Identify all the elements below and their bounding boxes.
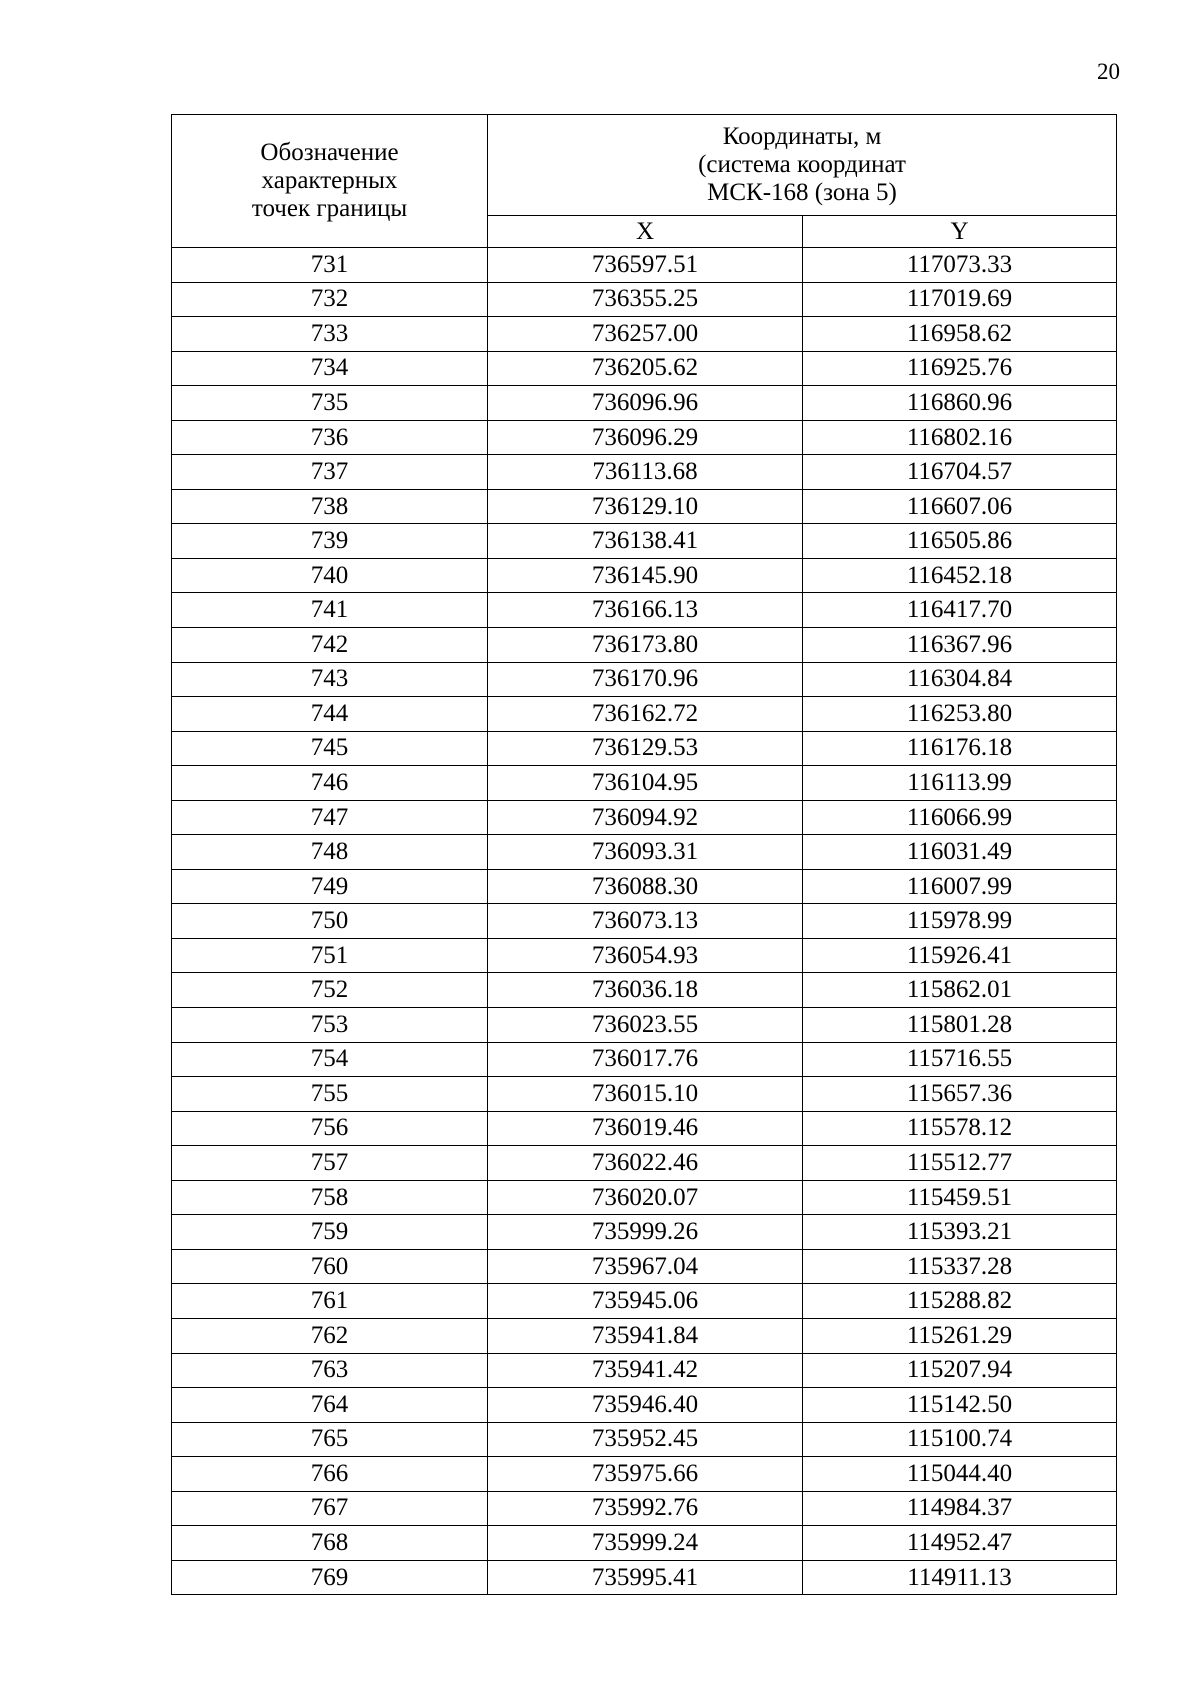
x-coordinate-cell: 736054.93	[488, 938, 803, 973]
x-coordinate-cell: 736257.00	[488, 317, 803, 352]
table-row	[172, 1284, 1117, 1319]
table-row	[172, 1249, 1117, 1284]
y-coordinate-cell: 117073.33	[803, 248, 1117, 283]
point-cell: 731	[172, 248, 488, 283]
point-cell: 744	[172, 697, 488, 732]
x-coordinate-cell: 735975.66	[488, 1457, 803, 1492]
x-coordinate-cell: 736597.51	[488, 248, 803, 283]
coordinates-header-line: Координаты, м	[722, 123, 882, 150]
y-coordinate-cell: 116452.18	[803, 558, 1117, 593]
x-coordinate-cell: 736096.29	[488, 420, 803, 455]
x-coordinate-cell: 736129.53	[488, 731, 803, 766]
x-coordinate-cell: 736094.92	[488, 800, 803, 835]
y-coordinate-cell: 116607.06	[803, 489, 1117, 524]
y-coordinate-cell: 115044.40	[803, 1457, 1117, 1492]
table-row	[172, 558, 1117, 593]
y-coordinate-cell: 116505.86	[803, 524, 1117, 559]
y-coordinate-cell: 115100.74	[803, 1422, 1117, 1457]
coordinates-header	[488, 115, 1117, 216]
x-coordinate-cell: 736166.13	[488, 593, 803, 628]
designation-header	[172, 115, 488, 248]
y-coordinate-cell: 116367.96	[803, 628, 1117, 663]
table-row	[172, 1008, 1117, 1043]
point-cell: 757	[172, 1146, 488, 1181]
point-cell: 745	[172, 731, 488, 766]
x-coordinate-cell: 735995.41	[488, 1560, 803, 1595]
x-coordinate-cell: 736017.76	[488, 1042, 803, 1077]
table-row	[172, 1111, 1117, 1146]
point-cell: 741	[172, 593, 488, 628]
point-cell: 752	[172, 973, 488, 1008]
table-row	[172, 1526, 1117, 1561]
y-coordinate-cell: 116176.18	[803, 731, 1117, 766]
point-cell: 737	[172, 455, 488, 490]
point-cell: 761	[172, 1284, 488, 1319]
point-cell: 734	[172, 351, 488, 386]
y-coordinate-cell: 115862.01	[803, 973, 1117, 1008]
y-coordinate-cell: 116113.99	[803, 766, 1117, 801]
x-coordinate-cell: 736019.46	[488, 1111, 803, 1146]
point-cell: 767	[172, 1491, 488, 1526]
x-coordinate-cell: 735999.26	[488, 1215, 803, 1250]
table-header	[172, 115, 1117, 248]
table-row	[172, 593, 1117, 628]
y-coordinate-cell: 115578.12	[803, 1111, 1117, 1146]
y-coordinate-cell: 115926.41	[803, 938, 1117, 973]
point-cell: 766	[172, 1457, 488, 1492]
y-coordinate-cell: 115337.28	[803, 1249, 1117, 1284]
table-row	[172, 904, 1117, 939]
point-cell: 742	[172, 628, 488, 663]
table-row	[172, 938, 1117, 973]
x-coordinate-cell: 736205.62	[488, 351, 803, 386]
x-coordinate-cell: 736023.55	[488, 1008, 803, 1043]
coordinates-header-line: МСК-168 (зона 5)	[707, 179, 897, 206]
x-coordinate-cell: 736015.10	[488, 1077, 803, 1112]
x-column-header: X	[488, 216, 803, 248]
y-coordinate-cell: 115801.28	[803, 1008, 1117, 1043]
x-coordinate-cell: 736145.90	[488, 558, 803, 593]
coordinates-header-line: (система координат	[698, 151, 906, 178]
x-coordinate-cell: 736113.68	[488, 455, 803, 490]
table-row	[172, 731, 1117, 766]
y-coordinate-cell: 115978.99	[803, 904, 1117, 939]
x-coordinate-cell: 735992.76	[488, 1491, 803, 1526]
y-coordinate-cell: 116860.96	[803, 386, 1117, 421]
table-row	[172, 386, 1117, 421]
point-cell: 733	[172, 317, 488, 352]
table-body	[172, 248, 1117, 1595]
y-coordinate-cell: 116007.99	[803, 869, 1117, 904]
table-row	[172, 317, 1117, 352]
y-coordinate-cell: 114952.47	[803, 1526, 1117, 1561]
y-coordinate-cell: 116802.16	[803, 420, 1117, 455]
y-coordinate-cell: 115261.29	[803, 1318, 1117, 1353]
point-cell: 732	[172, 282, 488, 317]
y-coordinate-cell: 115459.51	[803, 1180, 1117, 1215]
point-cell: 736	[172, 420, 488, 455]
y-coordinate-cell: 117019.69	[803, 282, 1117, 317]
point-cell: 749	[172, 869, 488, 904]
x-coordinate-cell: 735941.84	[488, 1318, 803, 1353]
point-cell: 738	[172, 489, 488, 524]
y-coordinate-cell: 116066.99	[803, 800, 1117, 835]
table-row	[172, 662, 1117, 697]
table-row	[172, 697, 1117, 732]
x-coordinate-cell: 736173.80	[488, 628, 803, 663]
table-row	[172, 766, 1117, 801]
point-cell: 764	[172, 1388, 488, 1423]
point-cell: 769	[172, 1560, 488, 1595]
table-row	[172, 1077, 1117, 1112]
table-row	[172, 282, 1117, 317]
point-cell: 755	[172, 1077, 488, 1112]
y-coordinate-cell: 114984.37	[803, 1491, 1117, 1526]
x-coordinate-cell: 736088.30	[488, 869, 803, 904]
y-coordinate-cell: 116253.80	[803, 697, 1117, 732]
x-coordinate-cell: 736129.10	[488, 489, 803, 524]
x-coordinate-cell: 736138.41	[488, 524, 803, 559]
table-row	[172, 1491, 1117, 1526]
y-coordinate-cell: 115142.50	[803, 1388, 1117, 1423]
table-row	[172, 869, 1117, 904]
table-row	[172, 1422, 1117, 1457]
designation-header-line: характерных	[261, 167, 398, 194]
x-coordinate-cell: 736093.31	[488, 835, 803, 870]
table-row	[172, 1318, 1117, 1353]
table-row	[172, 1180, 1117, 1215]
table-row	[172, 455, 1117, 490]
point-cell: 751	[172, 938, 488, 973]
designation-header-line: точек границы	[251, 195, 408, 222]
y-coordinate-cell: 116925.76	[803, 351, 1117, 386]
point-cell: 768	[172, 1526, 488, 1561]
point-cell: 763	[172, 1353, 488, 1388]
y-coordinate-cell: 115716.55	[803, 1042, 1117, 1077]
y-coordinate-cell: 116304.84	[803, 662, 1117, 697]
table-row	[172, 1457, 1117, 1492]
table-row	[172, 1042, 1117, 1077]
point-cell: 765	[172, 1422, 488, 1457]
y-coordinate-cell: 115512.77	[803, 1146, 1117, 1181]
x-coordinate-cell: 735945.06	[488, 1284, 803, 1319]
y-coordinate-cell: 115288.82	[803, 1284, 1117, 1319]
y-coordinate-cell: 115393.21	[803, 1215, 1117, 1250]
point-cell: 746	[172, 766, 488, 801]
x-coordinate-cell: 736022.46	[488, 1146, 803, 1181]
point-cell: 762	[172, 1318, 488, 1353]
y-coordinate-cell: 116704.57	[803, 455, 1117, 490]
table-row	[172, 973, 1117, 1008]
point-cell: 753	[172, 1008, 488, 1043]
x-coordinate-cell: 735967.04	[488, 1249, 803, 1284]
y-column-header: Y	[803, 216, 1117, 248]
point-cell: 759	[172, 1215, 488, 1250]
table-row	[172, 1353, 1117, 1388]
table-row	[172, 489, 1117, 524]
y-coordinate-cell: 116031.49	[803, 835, 1117, 870]
table-row	[172, 835, 1117, 870]
y-coordinate-cell: 114911.13	[803, 1560, 1117, 1595]
table-row	[172, 524, 1117, 559]
y-coordinate-cell: 115207.94	[803, 1353, 1117, 1388]
x-coordinate-cell: 736073.13	[488, 904, 803, 939]
table-row	[172, 420, 1117, 455]
point-cell: 735	[172, 386, 488, 421]
table-row	[172, 1215, 1117, 1250]
page-number: 20	[1097, 59, 1120, 84]
x-coordinate-cell: 736355.25	[488, 282, 803, 317]
point-cell: 739	[172, 524, 488, 559]
table-row	[172, 1388, 1117, 1423]
y-coordinate-cell: 115657.36	[803, 1077, 1117, 1112]
table-row	[172, 1560, 1117, 1595]
y-coordinate-cell: 116417.70	[803, 593, 1117, 628]
x-coordinate-cell: 736170.96	[488, 662, 803, 697]
table-row	[172, 1146, 1117, 1181]
y-coordinate-cell: 116958.62	[803, 317, 1117, 352]
point-cell: 754	[172, 1042, 488, 1077]
table-row	[172, 351, 1117, 386]
point-cell: 748	[172, 835, 488, 870]
table-row	[172, 800, 1117, 835]
point-cell: 740	[172, 558, 488, 593]
x-coordinate-cell: 736162.72	[488, 697, 803, 732]
x-coordinate-cell: 736036.18	[488, 973, 803, 1008]
x-coordinate-cell: 735952.45	[488, 1422, 803, 1457]
x-coordinate-cell: 736020.07	[488, 1180, 803, 1215]
x-coordinate-cell: 736104.95	[488, 766, 803, 801]
point-cell: 750	[172, 904, 488, 939]
designation-header-line: Обозначение	[260, 139, 399, 166]
table-row	[172, 248, 1117, 283]
coordinates-table	[171, 114, 1117, 1595]
x-coordinate-cell: 735999.24	[488, 1526, 803, 1561]
point-cell: 756	[172, 1111, 488, 1146]
table-row	[172, 628, 1117, 663]
point-cell: 758	[172, 1180, 488, 1215]
point-cell: 760	[172, 1249, 488, 1284]
x-coordinate-cell: 736096.96	[488, 386, 803, 421]
x-coordinate-cell: 735946.40	[488, 1388, 803, 1423]
point-cell: 747	[172, 800, 488, 835]
point-cell: 743	[172, 662, 488, 697]
x-coordinate-cell: 735941.42	[488, 1353, 803, 1388]
